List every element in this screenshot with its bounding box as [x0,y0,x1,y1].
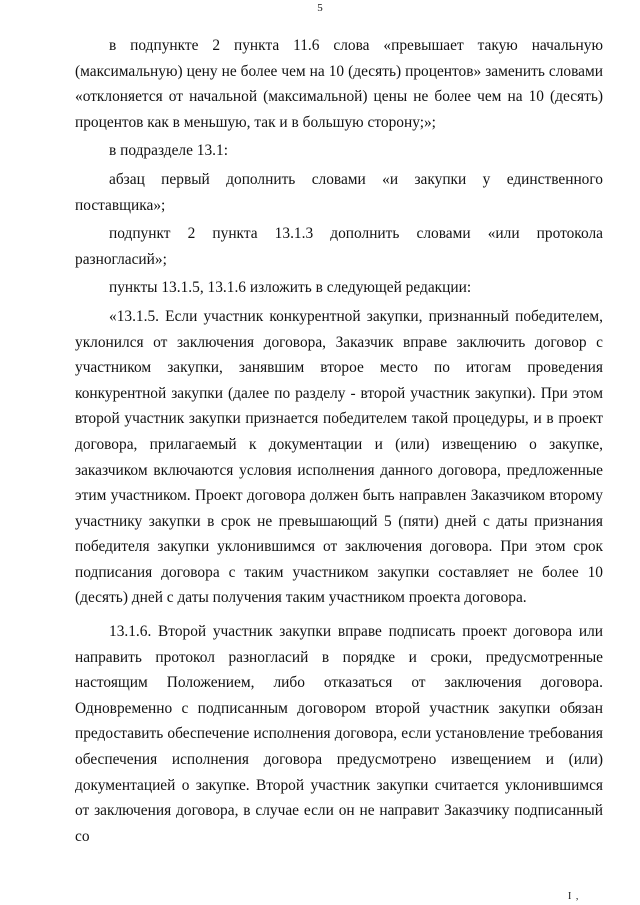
paragraph-first-abzac: абзац первый дополнить словами «и закупки у единственного поставщика»; [75,170,603,214]
footer-mark: I , [568,891,580,902]
document-body [75,33,603,852]
paragraph-points-13-1-5-13-1-6: пункты 13.1.5, 13.1.6 изложить в следующей редакции: [109,279,472,297]
paragraph-13-1-6: 13.1.6. Второй участник закупки вправе подписать проект договора или направить протокол разногласий в порядке и сроки, предусмотренные настоящим Положением, либо отказаться от заключения договора. Одновременно с подписанным договором второй участник закупки обязан предоставить обеспечение исполнения договора, если установление требования обеспечения исполнения договора предусмотрено извещением и (или) документацией о закупке. Второй участник закупки считается уклонившимся от заключения договора, в случае если он не направит Заказчику подписанный со [75,623,603,845]
paragraph-13-1-5: «13.1.5. Если участник конкурентной закупки, признанный победителем, уклонился от заключения договора, Заказчик вправе заключить договор с участником закупки, занявшим второе место по итогам проведения конкурентной закупки (далее по разделу - второй участник закупки). При этом второй участник закупки признается победителем такой процедуры, и в проект договора, прилагаемый к документации и (или) извещению о закупке, заказчиком включаются условия исполнения данного договора, предложенные этим участником. Проект договора должен быть направлен Заказчиком второму участнику закупки в срок не превышающий 5 (пяти) дней с даты признания победителя закупки уклонившимся от заключения договора. При этом срок подписания договора с таким участником закупки составляет не более 10 (десять) дней с даты получения таким участником проекта договора. [75,307,603,607]
page-number: 5 [317,2,323,14]
paragraph-13-1-3: подпункт 2 пункта 13.1.3 дополнить словами «или протокола разногласий»; [75,225,603,268]
paragraph-11-6-amendment: в подпункте 2 пункта 11.6 слова «превышает такую начальную (максимальную) цену не более чем на 10 (десять) процентов» заменить словами «отклоняется от начальной (максимальной) цены не более чем на 10 (десять) процентов как в меньшую, так и в большую сторону;»; [75,37,603,131]
paragraph-subsection-13-1: в подразделе 13.1: [109,142,228,160]
